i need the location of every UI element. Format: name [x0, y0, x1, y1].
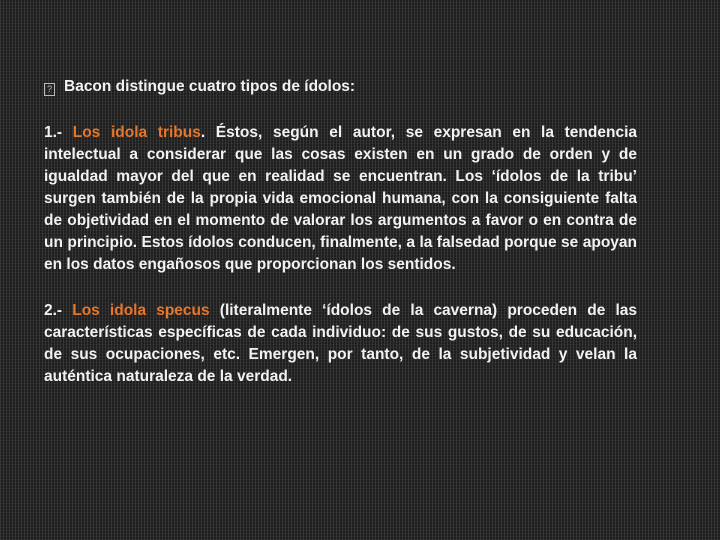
paragraph-idola-specus [44, 300, 637, 388]
paragraph-number: 1.- [44, 124, 73, 141]
paragraph-idola-tribus [44, 122, 637, 276]
square-bullet-icon: ? [44, 83, 55, 96]
bullet-line [44, 76, 637, 98]
paragraph-body: . Éstos, según el autor, se expresan en la tendencia intelectual a considerar que las cosas existen en un grado de orden y de igualdad mayor del que en realidad se encuentran. Los ‘ídolos de la tribu’ surgen también de la propia vida emocional humana, con la consiguiente falta de objetividad en el momento de valorar los argumentos a favor o en contra de un principio. Estos ídolos conducen, finalmente, a la falsedad porque se apoyan en los datos engañosos que proporcionan los sentidos. [44, 124, 637, 273]
highlighted-term: Los idola specus [72, 302, 210, 319]
paragraph-body: (literalmente ‘ídolos de la caverna) proceden de las características específicas de cada individuo: de sus gustos, de su educación, de sus ocupaciones, etc. Emergen, por tanto, de la subjetividad y velan la auténtica naturaleza de la verdad. [44, 302, 637, 385]
paragraph-number: 2.- [44, 302, 73, 319]
slide-content [44, 76, 637, 412]
bullet-text: Bacon distingue cuatro tipos de ídolos: [64, 78, 356, 95]
highlighted-term: Los idola tribus [72, 124, 201, 141]
